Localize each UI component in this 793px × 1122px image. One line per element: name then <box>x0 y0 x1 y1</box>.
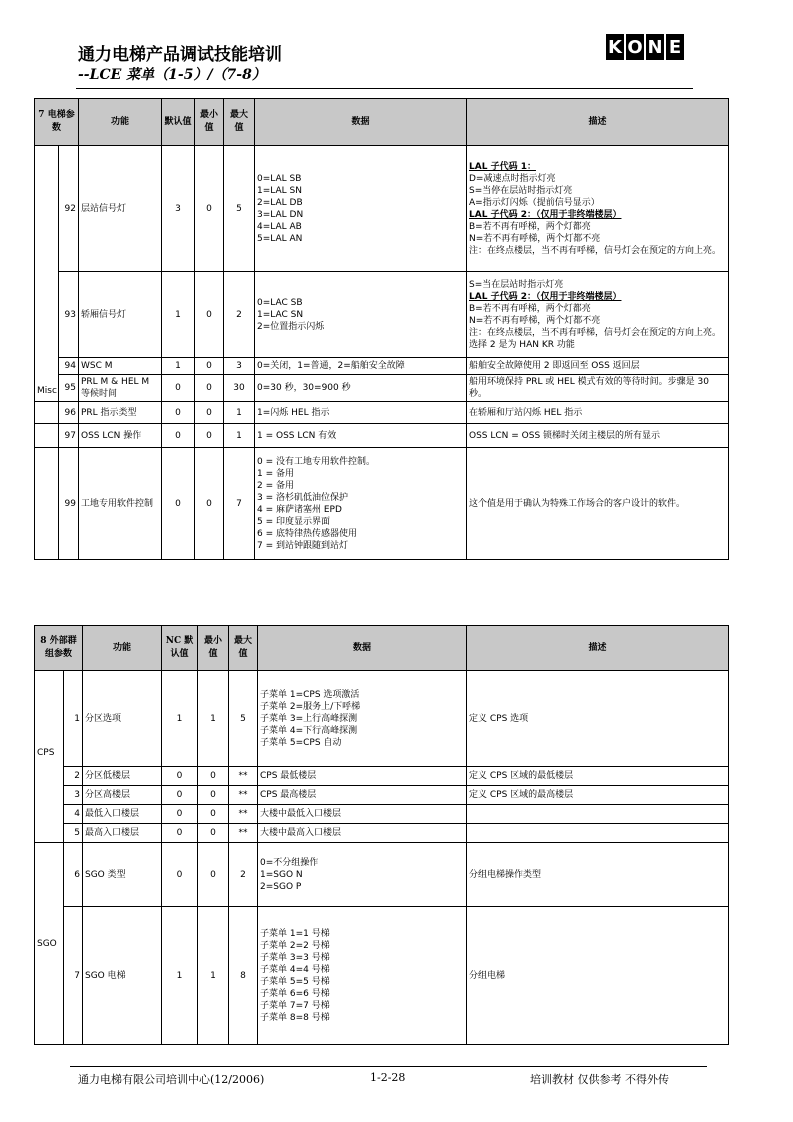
param-max: 1 <box>224 424 255 448</box>
data-line: 子菜单 2=服务上/下呼梯 <box>260 701 361 712</box>
table-header-row <box>35 99 729 146</box>
param-number: 4 <box>64 805 83 824</box>
logo-letter: O <box>626 34 644 60</box>
param-max: 2 <box>229 843 258 907</box>
table-row <box>35 786 729 805</box>
description-line: S=当在层站时指示灯亮 <box>469 279 564 290</box>
data-line: 6 = 底特律热传感器使用 <box>257 528 357 539</box>
data-line: 大楼中最高入口楼层 <box>260 828 342 838</box>
param-function: WSC M <box>79 358 162 375</box>
data-line: 5 = 印度显示界面 <box>257 516 330 527</box>
param-number: 96 <box>59 402 79 424</box>
param-description <box>467 358 729 375</box>
param-max: ** <box>229 805 258 824</box>
param-max: 30 <box>224 375 255 402</box>
param-min: 0 <box>195 358 224 375</box>
param-min: 1 <box>198 671 229 767</box>
data-line: 子菜单 7=7 号梯 <box>260 1000 330 1011</box>
group-cell-cps: CPS <box>35 671 64 843</box>
param-number: 93 <box>59 272 79 358</box>
header-default: NC 默认值 <box>162 626 198 671</box>
param-description: 定义 CPS 选项 <box>467 671 729 767</box>
param-data <box>255 358 467 375</box>
description-line: 注：在终点楼层，当不再有呼梯，信号灯会在预定的方向上亮。 <box>469 245 722 256</box>
param-description: 定义 CPS 区域的最低楼层 <box>467 767 729 786</box>
data-line: 子菜单 1=CPS 选项激活 <box>260 689 360 700</box>
data-line: 子菜单 2=2 号梯 <box>260 940 330 951</box>
param-number: 94 <box>59 358 79 375</box>
external-group-parameters-table <box>34 625 729 1045</box>
description-line: N=若不再有呼梯，两个灯都不亮 <box>469 315 601 326</box>
description-line: A=指示灯闪烁（提前信号显示） <box>469 197 600 208</box>
header-min: 最小值 <box>195 99 224 146</box>
param-max: 1 <box>224 402 255 424</box>
param-default: 1 <box>162 358 195 375</box>
table-row <box>35 805 729 824</box>
elevator-parameters-table <box>34 98 729 560</box>
param-function: 分区高楼层 <box>83 786 162 805</box>
param-description <box>467 272 729 358</box>
data-line: 2=位置指示闪烁 <box>257 321 325 332</box>
param-number: 92 <box>59 146 79 272</box>
table-row <box>35 448 729 560</box>
data-line: 子菜单 1=1 号梯 <box>260 928 330 939</box>
data-line: 1=LAC SN <box>257 309 304 320</box>
param-function: OSS LCN 操作 <box>79 424 162 448</box>
data-line: 4 = 麻萨诸塞州 EPD <box>257 504 342 515</box>
header-description: 描述 <box>467 99 729 146</box>
param-function: 分区选项 <box>83 671 162 767</box>
description-line: 船用环境保持 PRL 或 HEL 模式有效的等待时间。步骤是 30 秒。 <box>469 377 709 399</box>
param-data <box>258 767 467 786</box>
data-line: CPS 最高楼层 <box>260 790 317 800</box>
header-function: 功能 <box>83 626 162 671</box>
param-data <box>258 671 467 767</box>
description-line: D=减速点时指示灯亮 <box>469 173 556 184</box>
data-line: 0=关闭，1=普通，2=船舶安全故障 <box>257 361 405 371</box>
param-max: 7 <box>224 448 255 560</box>
param-function: 最高入口楼层 <box>83 824 162 843</box>
param-number: 97 <box>59 424 79 448</box>
data-line: 1=闪烁 HEL 指示 <box>257 407 330 418</box>
param-default: 3 <box>162 146 195 272</box>
param-data <box>258 824 467 843</box>
param-min: 0 <box>195 448 224 560</box>
param-description <box>467 448 729 560</box>
param-data <box>258 907 467 1045</box>
param-max: 5 <box>229 671 258 767</box>
param-function: PRL M & HEL M 等候时间 <box>79 375 162 402</box>
param-default: 1 <box>162 907 198 1045</box>
table-row <box>35 767 729 786</box>
param-max: ** <box>229 824 258 843</box>
header-function: 功能 <box>79 99 162 146</box>
table-row <box>35 146 729 272</box>
description-line: LAL 子代码 1： <box>469 161 536 172</box>
param-description <box>467 375 729 402</box>
data-line: 1 = 备用 <box>257 468 294 479</box>
group-cell-blank <box>35 448 59 560</box>
data-line: 3 = 洛杉矶低油位保护 <box>257 492 348 503</box>
data-line: 0=30 秒，30=900 秒 <box>257 383 351 393</box>
param-number: 1 <box>64 671 83 767</box>
document-title: 通力电梯产品调试技能培训 <box>78 45 282 65</box>
param-function: 分区低楼层 <box>83 767 162 786</box>
data-line: 1=SGO N <box>260 869 303 880</box>
logo-letter: K <box>606 34 624 60</box>
data-line: 5=LAL AN <box>257 233 303 244</box>
param-min: 0 <box>198 805 229 824</box>
param-max: 5 <box>224 146 255 272</box>
group-cell-blank <box>35 424 59 448</box>
data-line: 子菜单 6=6 号梯 <box>260 988 330 999</box>
data-line: 3=LAL DN <box>257 209 304 220</box>
param-min: 1 <box>198 907 229 1045</box>
data-line: 子菜单 5=5 号梯 <box>260 976 330 987</box>
description-line: 注：在终点楼层，当不再有呼梯，信号灯会在预定的方向上亮。选择 2 是为 HAN KR 功能 <box>469 327 722 350</box>
data-line: 1=LAL SN <box>257 185 302 196</box>
table-row <box>35 424 729 448</box>
table-row <box>35 843 729 907</box>
param-number: 99 <box>59 448 79 560</box>
param-data <box>258 805 467 824</box>
group-cell-misc: Misc <box>35 146 59 402</box>
header-data: 数据 <box>255 99 467 146</box>
data-line: 2 = 备用 <box>257 480 294 491</box>
param-default: 0 <box>162 843 198 907</box>
footer-notice: 培训教材 仅供参考 不得外传 <box>530 1073 669 1086</box>
param-max: 3 <box>224 358 255 375</box>
param-data <box>255 272 467 358</box>
data-line: 大楼中最低入口楼层 <box>260 809 342 819</box>
param-max: ** <box>229 767 258 786</box>
document-subtitle: --LCE 菜单（1-5）/（7-8） <box>78 67 266 83</box>
header-max: 最大值 <box>224 99 255 146</box>
description-line: LAL 子代码 2：（仅用于非终端楼层） <box>469 209 622 220</box>
description-line: 在轿厢和厅站闪烁 HEL 指示 <box>469 407 583 418</box>
param-default: 0 <box>162 402 195 424</box>
page-number: 1-2-28 <box>370 1071 406 1084</box>
data-line: 子菜单 3=3 号梯 <box>260 952 330 963</box>
param-function: 最低入口楼层 <box>83 805 162 824</box>
table-row <box>35 402 729 424</box>
param-number: 3 <box>64 786 83 805</box>
data-line: 7 = 到站钟跟随到站灯 <box>257 540 348 551</box>
data-line: CPS 最低楼层 <box>260 771 317 781</box>
data-line: 1 = OSS LCN 有效 <box>257 430 337 441</box>
param-max: ** <box>229 786 258 805</box>
description-line: LAL 子代码 2：（仅用于非终端楼层） <box>469 291 622 302</box>
logo-letter: E <box>666 34 684 60</box>
description-line: B=若不再有呼梯，两个灯都亮 <box>469 221 591 232</box>
param-description <box>467 146 729 272</box>
table-row <box>35 907 729 1045</box>
header-param-group: 7 电梯参数 <box>35 99 79 146</box>
footer-divider <box>70 1066 707 1067</box>
table-row <box>35 375 729 402</box>
param-description <box>467 805 729 824</box>
data-line: 0=不分组操作 <box>260 857 319 868</box>
param-number: 7 <box>64 907 83 1045</box>
param-default: 0 <box>162 786 198 805</box>
group-cell-blank <box>35 402 59 424</box>
description-line: S=当停在层站时指示灯亮 <box>469 185 573 196</box>
param-min: 0 <box>198 843 229 907</box>
data-line: 子菜单 5=CPS 自动 <box>260 737 342 748</box>
param-default: 0 <box>162 424 195 448</box>
table-row <box>35 824 729 843</box>
param-function: PRL 指示类型 <box>79 402 162 424</box>
header-max: 最大值 <box>229 626 258 671</box>
data-line: 子菜单 3=上行高峰探测 <box>260 713 358 724</box>
header-min: 最小值 <box>198 626 229 671</box>
param-number: 2 <box>64 767 83 786</box>
param-default: 0 <box>162 375 195 402</box>
param-description: 定义 CPS 区域的最高楼层 <box>467 786 729 805</box>
description-line: OSS LCN = OSS 锁梯时关闭主楼层的所有显示 <box>469 430 661 441</box>
param-max: 2 <box>224 272 255 358</box>
param-min: 0 <box>195 424 224 448</box>
param-description: 分组电梯操作类型 <box>467 843 729 907</box>
kone-logo <box>606 34 684 60</box>
param-data <box>258 786 467 805</box>
param-min: 0 <box>195 272 224 358</box>
logo-letter: N <box>646 34 664 60</box>
param-min: 0 <box>195 402 224 424</box>
header-param-group: 8 外部群组参数 <box>35 626 83 671</box>
data-line: 0 = 没有工地专用软件控制。 <box>257 456 375 467</box>
param-description <box>467 824 729 843</box>
param-number: 95 <box>59 375 79 402</box>
footer-company: 通力电梯有限公司培训中心(12/2006) <box>78 1073 265 1086</box>
param-data <box>255 424 467 448</box>
param-description <box>467 424 729 448</box>
param-data <box>255 375 467 402</box>
param-number: 5 <box>64 824 83 843</box>
param-description: 分组电梯 <box>467 907 729 1045</box>
param-max: 8 <box>229 907 258 1045</box>
param-data <box>255 402 467 424</box>
param-default: 0 <box>162 805 198 824</box>
data-line: 子菜单 4=4 号梯 <box>260 964 330 975</box>
table-row <box>35 671 729 767</box>
header-divider <box>76 88 693 89</box>
param-function: 轿厢信号灯 <box>79 272 162 358</box>
data-line: 子菜单 8=8 号梯 <box>260 1012 330 1023</box>
param-default: 1 <box>162 671 198 767</box>
description-line: 这个值是用于确认为特殊工作场合的客户设计的软件。 <box>469 498 686 509</box>
table-header-row <box>35 626 729 671</box>
description-line: N=若不再有呼梯，两个灯都不亮 <box>469 233 601 244</box>
data-line: 2=LAL DB <box>257 197 303 208</box>
param-data <box>258 843 467 907</box>
data-line: 4=LAL AB <box>257 221 302 232</box>
param-default: 1 <box>162 272 195 358</box>
param-min: 0 <box>198 824 229 843</box>
param-data <box>255 448 467 560</box>
description-line: B=若不再有呼梯，两个灯都亮 <box>469 303 591 314</box>
data-line: 0=LAL SB <box>257 173 302 184</box>
param-data <box>255 146 467 272</box>
param-function: 工地专用软件控制 <box>79 448 162 560</box>
data-line: 2=SGO P <box>260 881 302 892</box>
data-line: 子菜单 4=下行高峰探测 <box>260 725 358 736</box>
param-function: SGO 类型 <box>83 843 162 907</box>
data-line: 0=LAC SB <box>257 297 303 308</box>
header-description: 描述 <box>467 626 729 671</box>
param-default: 0 <box>162 448 195 560</box>
param-min: 0 <box>195 375 224 402</box>
param-number: 6 <box>64 843 83 907</box>
param-default: 0 <box>162 767 198 786</box>
table-row <box>35 272 729 358</box>
param-default: 0 <box>162 824 198 843</box>
group-cell-sgo: SGO <box>35 843 64 1045</box>
header-default: 默认值 <box>162 99 195 146</box>
param-description <box>467 402 729 424</box>
param-min: 0 <box>195 146 224 272</box>
param-function: 层站信号灯 <box>79 146 162 272</box>
table-row <box>35 358 729 375</box>
header-data: 数据 <box>258 626 467 671</box>
param-function: SGO 电梯 <box>83 907 162 1045</box>
param-min: 0 <box>198 767 229 786</box>
description-line: 船舶安全故障使用 2 即返回至 OSS 返回层 <box>469 361 640 371</box>
param-min: 0 <box>198 786 229 805</box>
